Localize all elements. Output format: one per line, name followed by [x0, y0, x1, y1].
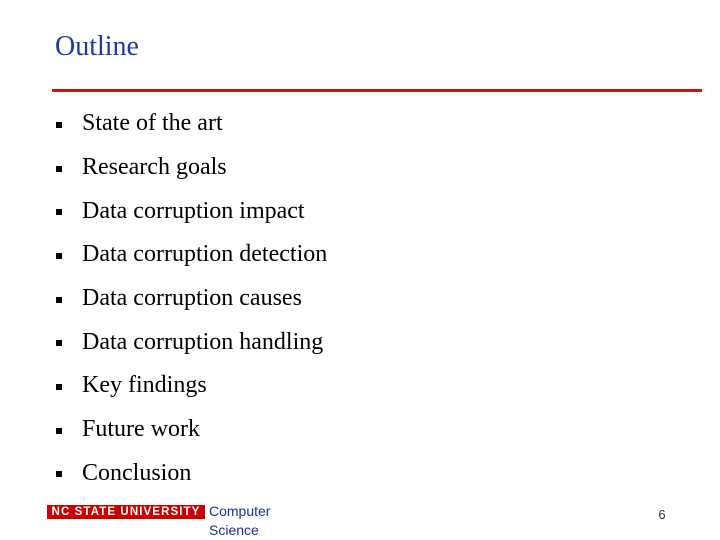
bullet-text: Data corruption detection — [82, 241, 328, 268]
bullet-text: Data corruption causes — [82, 285, 302, 312]
square-bullet-icon — [56, 253, 62, 259]
bullet-item — [56, 408, 327, 452]
bullet-item — [56, 189, 327, 233]
square-bullet-icon — [56, 471, 62, 477]
slide-title: Outline — [55, 31, 139, 62]
bullet-text: Key findings — [82, 372, 207, 399]
bullet-item — [56, 146, 327, 190]
square-bullet-icon — [56, 166, 62, 172]
bullet-text: Future work — [82, 416, 200, 443]
bullet-text: State of the art — [82, 110, 223, 137]
bullet-item — [56, 233, 327, 277]
bullet-item — [56, 102, 327, 146]
bullet-item — [56, 452, 327, 496]
square-bullet-icon — [56, 297, 62, 303]
department-line-1: Computer — [209, 503, 271, 519]
square-bullet-icon — [56, 428, 62, 434]
bullet-item — [56, 364, 327, 408]
bullet-text: Data corruption handling — [82, 328, 324, 355]
square-bullet-icon — [56, 340, 62, 346]
bullet-list — [56, 102, 327, 495]
page-number: 6 — [658, 507, 666, 522]
department-label — [209, 502, 299, 540]
square-bullet-icon — [56, 384, 62, 390]
bullet-text: Research goals — [82, 154, 227, 181]
square-bullet-icon — [56, 122, 62, 128]
bullet-item — [56, 320, 327, 364]
square-bullet-icon — [56, 209, 62, 215]
title-divider — [52, 89, 702, 92]
bullet-text: Conclusion — [82, 459, 192, 486]
bullet-text: Data corruption impact — [82, 197, 305, 224]
university-logo: NC STATE UNIVERSITY — [47, 505, 205, 519]
department-line-2: Science — [209, 521, 259, 538]
bullet-item — [56, 277, 327, 321]
